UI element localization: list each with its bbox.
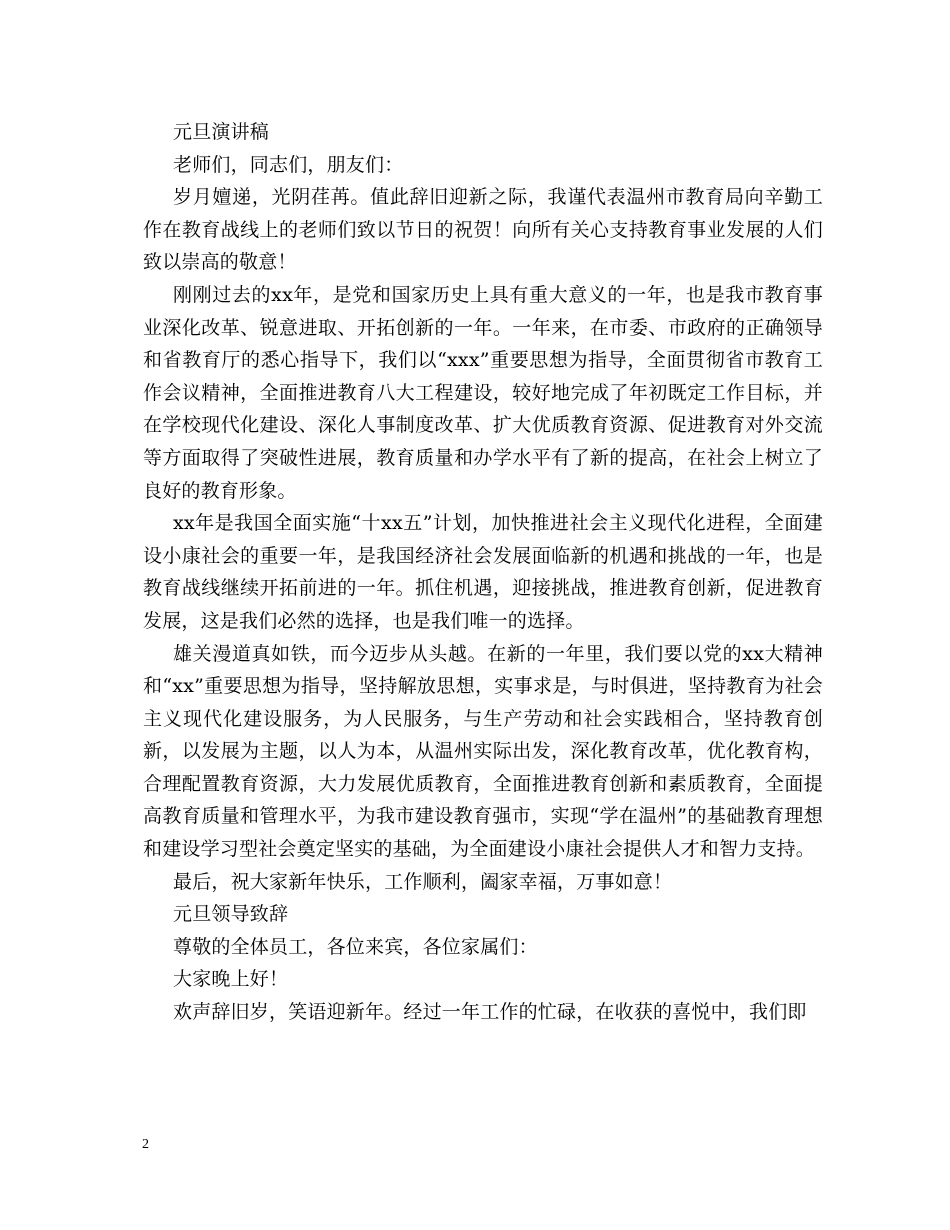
greeting: 大家晚上好！ [173,968,289,991]
paragraph: xx年是我国全面实施“十xx五”计划，加快推进社会主义现代化进程，全面建设小康社会的重要一年，是我国经济社会发展面临新的机遇和挑战的一年，也是教育战线继续开拓前进的一年。抓住机遇，迎接挑战，推进教育创新，促进教育发展，这是我们必然的选择，也是我们唯一的选择。 [143,512,823,632]
paragraph: 雄关漫道真如铁，而今迈步从头越。在新的一年里，我们要以党的xx大精神和“xx”重要思想为指导，坚持解放思想，实事求是，与时俱进，坚持教育为社会主义现代化建设服务，为人民服务，与生产劳动和社会实践相合，坚持教育创新，以发展为主题，以人为本，从温州实际出发，深化教育改革，优化教育构，合理配置教育资源，大力发展优质教育，全面推进教育创新和素质教育，全面提高教育质量和管理水平，为我市建设教育强市，实现“学在温州”的基础教育理想和建设学习型社会奠定坚实的基础，为全面建设小康社会提供人才和智力支持。 [143,642,823,861]
page-number: 2 [142,1137,149,1152]
paragraph: 刚刚过去的xx年，是党和国家历史上具有重大意义的一年，也是我市教育事业深化改革、锐意进取、开拓创新的一年。一年来，在市委、市政府的正确领导和省教育厅的悉心指导下，我们以“xxx”重要思想为指导，全面贯彻省市教育工作会议精神，全面推进教育八大工程建设，较好地完成了年初既定工作目标，并在学校现代化建设、深化人事制度改革、扩大优质教育资源、促进教育对外交流等方面取得了突破性进展，教育质量和办学水平有了新的提高，在社会上树立了良好的教育形象。 [143,283,823,502]
paragraph: 欢声辞旧岁，笑语迎新年。经过一年工作的忙碌，在收获的喜悦中，我们即 [173,1001,807,1024]
second-salutation: 尊敬的全体员工，各位来宾，各位家属们： [173,935,538,958]
document-body [143,116,823,1029]
salutation: 老师们，同志们，朋友们： [173,153,404,176]
closing-wish: 最后，祝大家新年快乐，工作顺利，阖家幸福，万事如意！ [173,870,673,893]
paragraph: 岁月嬗递，光阴荏苒。值此辞旧迎新之际，我谨代表温州市教育局向辛勤工作在教育战线上的老师们致以节日的祝贺！向所有关心支持教育事业发展的人们致以崇高的敬意！ [143,186,823,274]
second-speech-title: 元旦领导致辞 [173,903,289,926]
speech-title: 元旦演讲稿 [173,121,270,143]
